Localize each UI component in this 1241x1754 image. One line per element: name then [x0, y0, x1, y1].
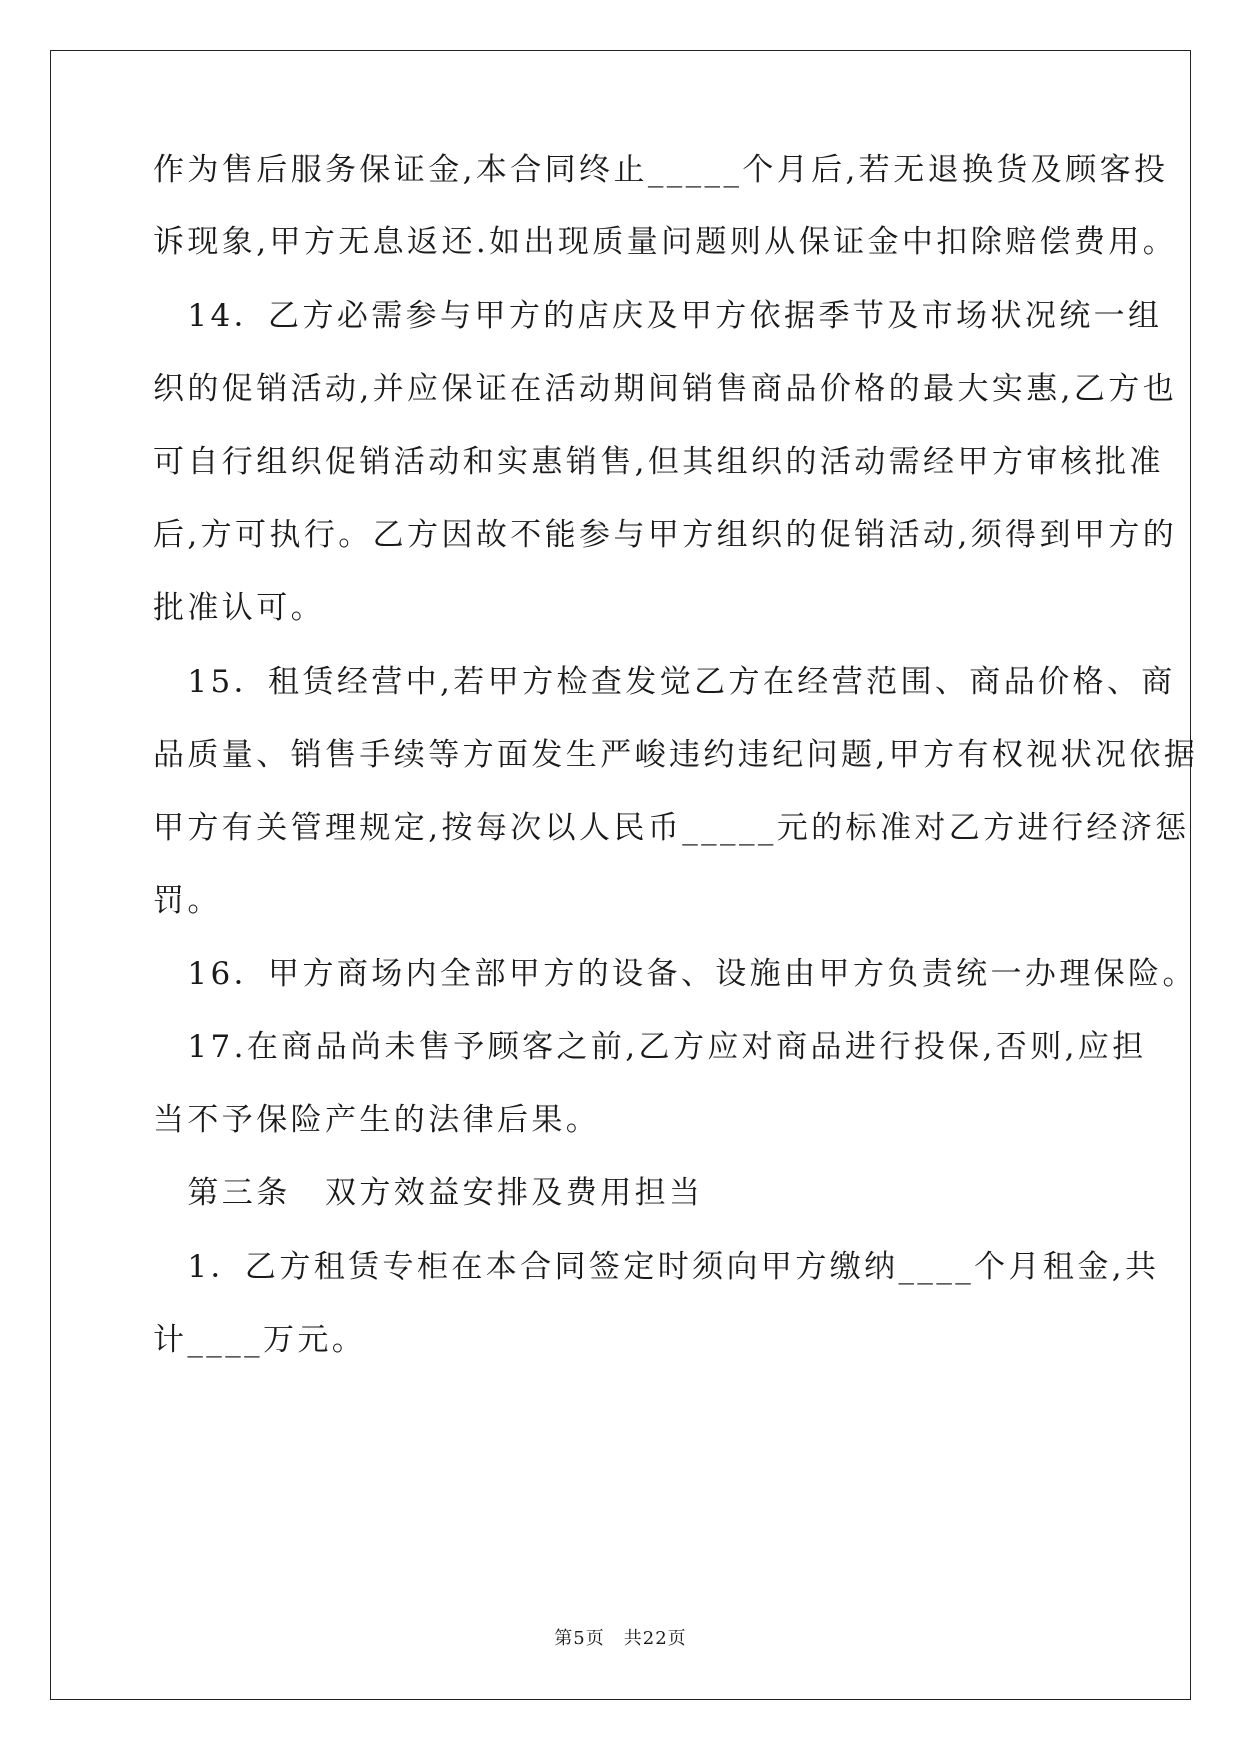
- text-line: 后,方可执行。乙方因故不能参与甲方组织的促销活动,须得到甲方的: [153, 517, 1178, 553]
- text-line: 15．租赁经营中,若甲方检查发觉乙方在经营范围、商品价格、商: [153, 664, 1176, 700]
- text-line: 品质量、销售手续等方面发生严峻违约违纪问题,甲方有权视状况依据: [153, 737, 1199, 773]
- text-line: 甲方有关管理规定,按每次以人民币_____元的标准对乙方进行经济惩: [153, 810, 1190, 846]
- text-line: 当不予保险产生的法律后果。: [153, 1102, 601, 1138]
- text-line: 可自行组织促销活动和实惠销售,但其组织的活动需经甲方审核批准: [153, 444, 1164, 480]
- text-line: 16．甲方商场内全部甲方的设备、设施由甲方负责统一办理保险。: [153, 956, 1197, 992]
- text-line: 罚。: [153, 883, 222, 919]
- text-line: 诉现象,甲方无息返还.如出现质量问题则从保证金中扣除赔偿费用。: [153, 224, 1178, 260]
- text-line: 作为售后服务保证金,本合同终止_____个月后,若无退换货及顾客投: [153, 152, 1169, 188]
- text-line: 17.在商品尚未售予顾客之前,乙方应对商品进行投保,否则,应担: [153, 1029, 1147, 1065]
- text-line: 14．乙方必需参与甲方的店庆及甲方依据季节及市场状况统一组: [153, 298, 1163, 334]
- text-line: 批准认可。: [153, 590, 325, 626]
- text-line: 第三条 双方效益安排及费用担当: [153, 1175, 704, 1211]
- text-line: 1．乙方租赁专柜在本合同签定时须向甲方缴纳____个月租金,共: [153, 1249, 1160, 1285]
- text-line: 织的促销活动,并应保证在活动期间销售商品价格的最大实惠,乙方也: [153, 371, 1178, 407]
- text-line: 计____万元。: [153, 1322, 367, 1358]
- page-number-footer: 第5页 共22页: [554, 1628, 687, 1649]
